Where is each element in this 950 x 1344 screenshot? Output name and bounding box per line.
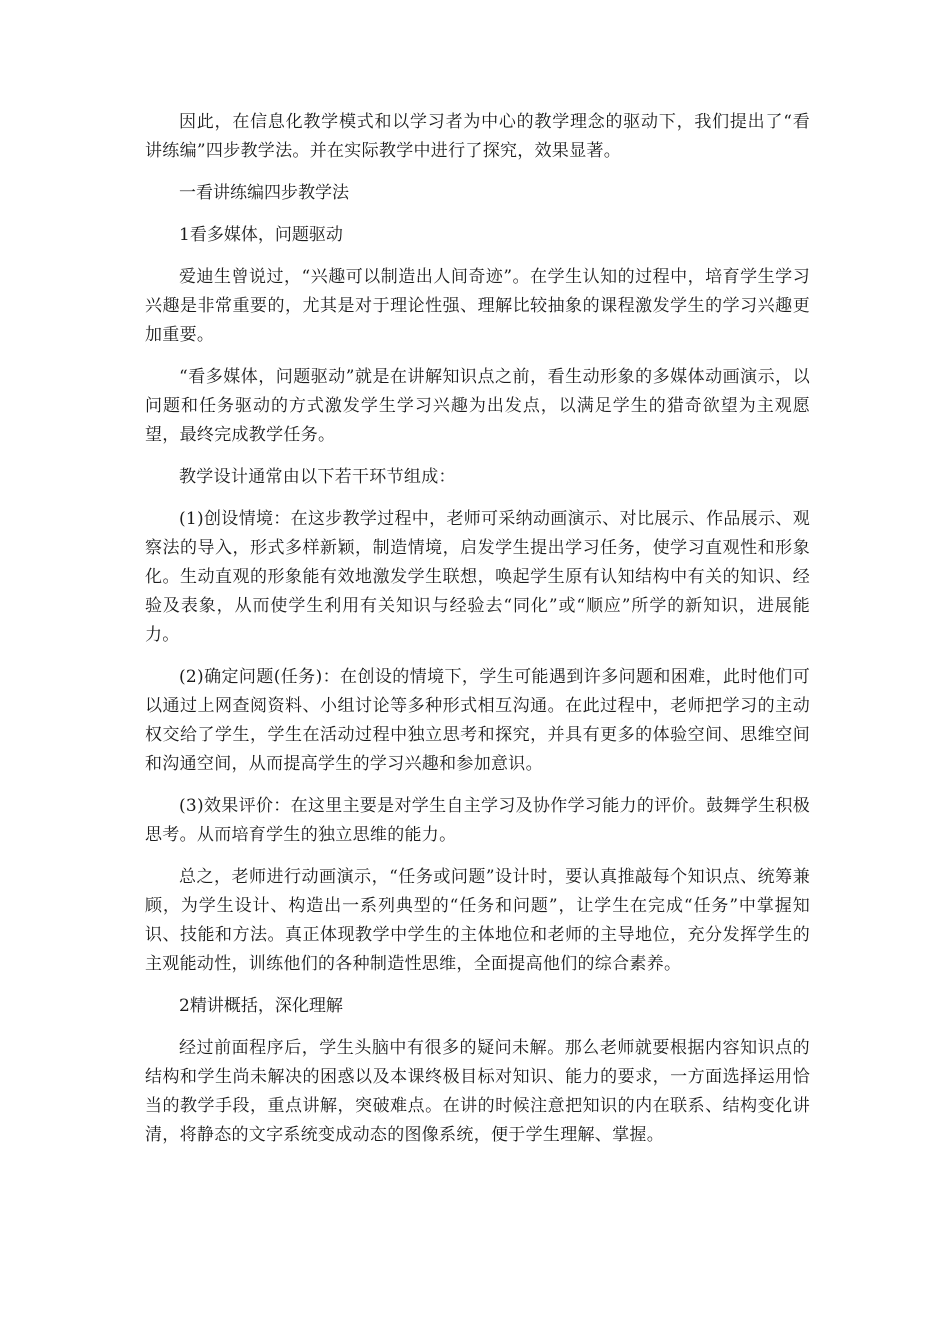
paragraph-multimedia: “看多媒体，问题驱动”就是在讲解知识点之前，看生动形象的多媒体动画演示，以问题和任务驱动的方式激发学生学习兴趣为出发点，以满足学生的猎奇欲望为主观愿望，最终完成教学任务。 (145, 367, 810, 445)
paragraph-step-1: (1)创设情境：在这步教学过程中，老师可采纳动画演示、对比展示、作品展示、观察法的导入，形式多样新颖，制造情境，启发学生提出学习任务，使学习直观性和形象化。生动直观的形象能有效地激发学生联想，唤起学生原有认知结构中有关的知识、经验及表象，从而使学生利用有关知识与经验去“同化”或“顺应”所学的新知识，进展能力。 (145, 509, 810, 645)
section-heading-method: 一看讲练编四步教学法 (179, 183, 349, 203)
paragraph-design-steps-intro: 教学设计通常由以下若干环节组成： (179, 467, 456, 487)
subsection-heading-2: 2精讲概括，深化理解 (179, 996, 343, 1016)
paragraph-explanation: 经过前面程序后，学生头脑中有很多的疑问未解。那么老师就要根据内容知识点的结构和学生尚未解决的困惑以及本课终极目标对知识、能力的要求，一方面选择运用恰当的教学手段，重点讲解，突破难点。在讲的时候注意把知识的内在联系、结构变化讲清，将静态的文字系统变成动态的图像系统，便于学生理解、掌握。 (145, 1038, 810, 1145)
paragraph-step-3: (3)效果评价：在这里主要是对学生自主学习及协作学习能力的评价。鼓舞学生积极思考。从而培育学生的独立思维的能力。 (145, 796, 810, 845)
document-body (145, 108, 810, 1163)
subsection-heading-1: 1看多媒体，问题驱动 (179, 225, 343, 245)
intro-paragraph: 因此，在信息化教学模式和以学习者为中心的教学理念的驱动下，我们提出了“看讲练编”四步教学法。并在实际教学中进行了探究，效果显著。 (145, 112, 810, 161)
paragraph-summary: 总之，老师进行动画演示，“任务或问题”设计时，要认真推敲每个知识点、统筹兼顾，为学生设计、构造出一系列典型的“任务和问题”，让学生在完成“任务”中掌握知识、技能和方法。真正体现教学中学生的主体地位和老师的主导地位，充分发挥学生的主观能动性，训练他们的各种制造性思维，全面提高他们的综合素养。 (145, 867, 810, 974)
paragraph-step-2: (2)确定问题(任务)：在创设的情境下，学生可能遇到许多问题和困难，此时他们可以通过上网查阅资料、小组讨论等多种形式相互沟通。在此过程中，老师把学习的主动权交给了学生，学生在活动过程中独立思考和探究，并具有更多的体验空间、思维空间和沟通空间，从而提高学生的学习兴趣和参加意识。 (145, 667, 810, 774)
paragraph-edison-quote: 爱迪生曾说过，“兴趣可以制造出人间奇迹”。在学生认知的过程中，培育学生学习兴趣是非常重要的，尤其是对于理论性强、理解比较抽象的课程激发学生的学习兴趣更加重要。 (145, 267, 810, 345)
